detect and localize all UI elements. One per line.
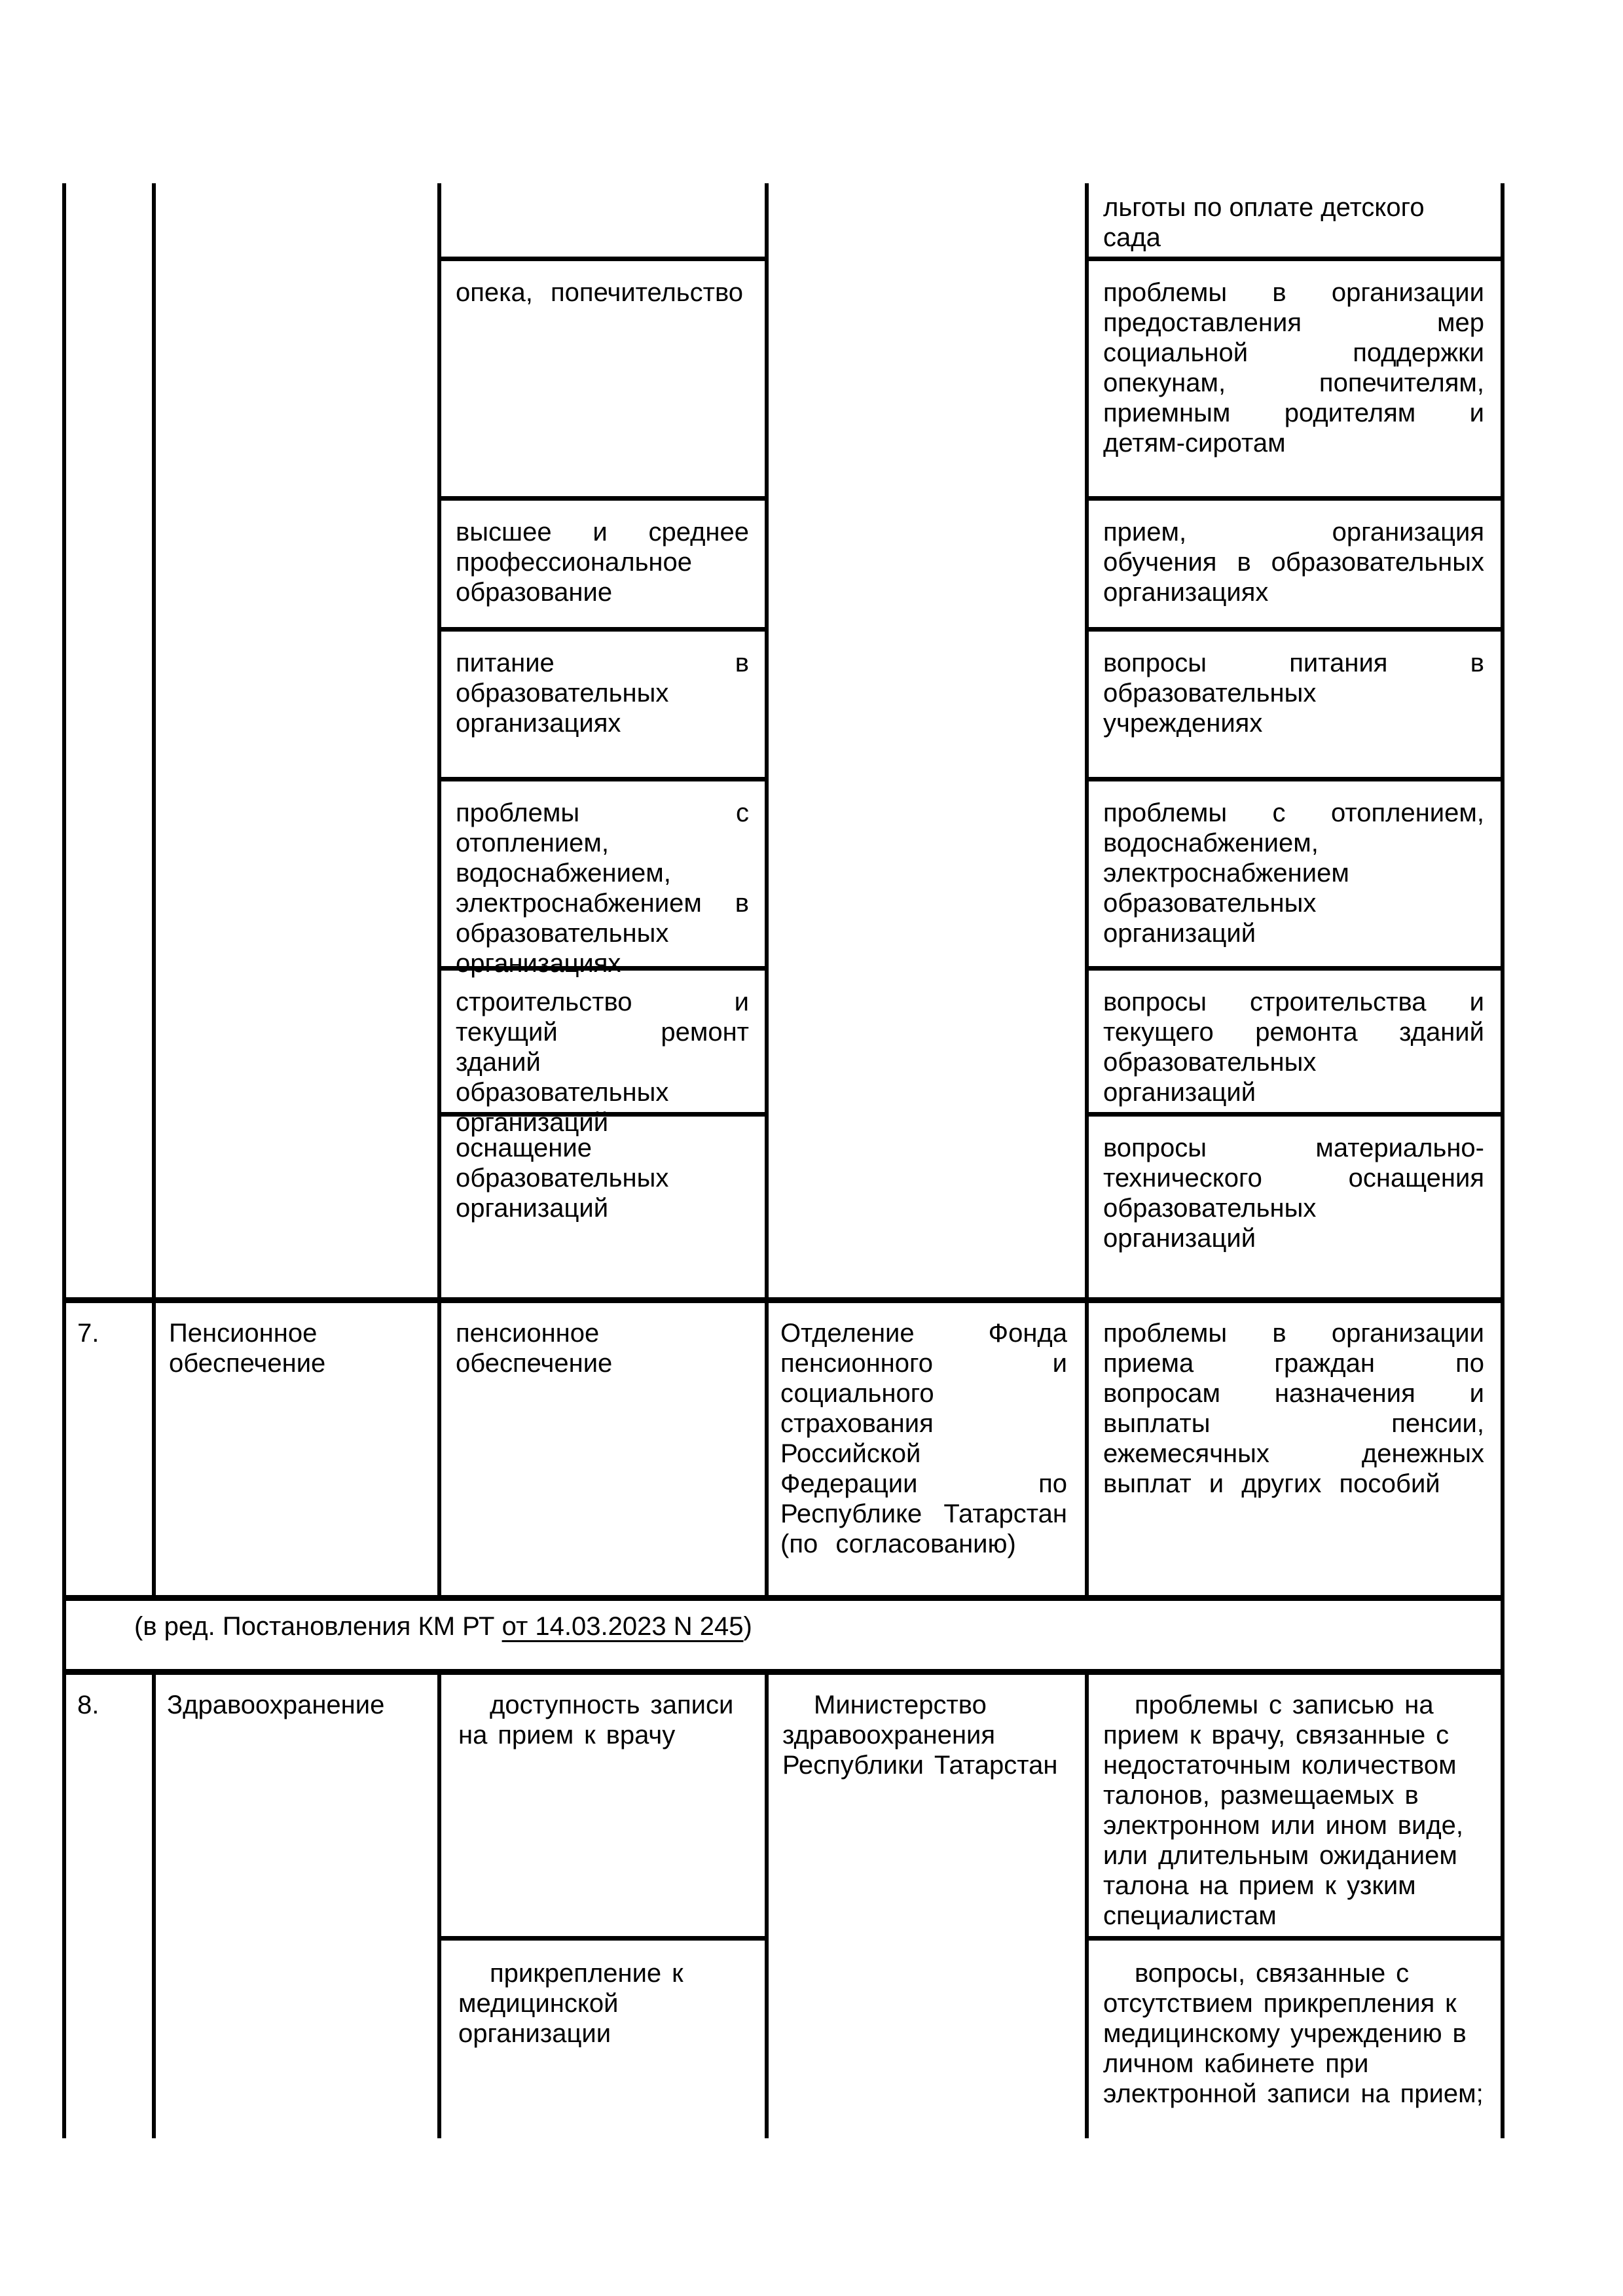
table-border-col1-upper xyxy=(152,183,156,1597)
issue-cell: вопросы строительства и текущего ремонта зданий образовательных организаций xyxy=(1103,988,1484,1107)
row-divider xyxy=(1085,257,1504,261)
amendment-note xyxy=(134,1611,1476,1641)
issue-cell: проблемы с отоплением, водоснабжением, электроснабжением образовательных организаций xyxy=(1103,798,1484,948)
topic-cell: оснащение образовательных организаций xyxy=(456,1134,669,1223)
topic-cell: строительство и текущий ремонт зданий образовательных организаций xyxy=(456,988,749,1137)
section-border-row7-top xyxy=(62,1297,1504,1303)
amendment-text-after: ) xyxy=(743,1612,752,1641)
issue-cell: вопросы материально-технического оснащения образовательных организаций xyxy=(1103,1134,1484,1253)
topic-cell: доступность записи на прием к врачу xyxy=(458,1691,734,1749)
row-divider xyxy=(1085,777,1504,781)
authority-cell: Министерство здравоохранения Республики Татарстан xyxy=(782,1691,1058,1780)
issue-cell: проблемы с записью на прием к врачу, связанные с недостаточным количеством талонов, размещаемых в электронном или ином виде, или длительным ожиданием талона на прием к узким специалистам xyxy=(1103,1691,1464,1930)
table-border-col2-lower xyxy=(437,1669,441,2138)
table-border-col4-lower xyxy=(1085,1669,1089,2138)
row-divider xyxy=(1085,496,1504,501)
row-number: 8. xyxy=(77,1691,100,1719)
topic-cell: пенсионное обеспечение xyxy=(456,1319,613,1378)
row-divider xyxy=(437,496,769,501)
row-divider xyxy=(437,777,769,781)
topic-cell: опека, попечительство xyxy=(456,278,744,307)
table-border-col1-lower xyxy=(152,1669,156,2138)
category-cell: Здравоохранение xyxy=(167,1691,385,1719)
issue-cell: проблемы в организации предоставления мер социальной поддержки опекунам, попечителям, приемным родителям и детям-сиротам xyxy=(1103,278,1484,457)
issue-cell: проблемы в организации приема граждан по вопросам назначения и выплаты пенсии, ежемесячных денежных выплат и других пособий xyxy=(1103,1319,1484,1498)
section-border-row7-bottom xyxy=(62,1595,1504,1601)
table-border-col2-upper xyxy=(437,183,441,1597)
table-border-col3-upper xyxy=(765,183,769,1597)
amendment-text-before: (в ред. Постановления КМ РТ xyxy=(134,1612,502,1641)
issue-cell: вопросы, связанные с отсутствием прикрепления к медицинскому учреждению в личном кабинете при электронной записи на прием; xyxy=(1103,1959,1484,2108)
row-divider xyxy=(1085,1936,1504,1941)
category-cell: Пенсионное обеспечение xyxy=(169,1319,326,1378)
topic-cell: питание в образовательных организациях xyxy=(456,649,749,738)
row-divider xyxy=(1085,1112,1504,1117)
table-border-left xyxy=(62,183,66,2138)
section-border-row8-top xyxy=(62,1669,1504,1675)
table-border-col3-lower xyxy=(765,1669,769,2138)
row-number: 7. xyxy=(77,1319,100,1348)
row-divider xyxy=(1085,966,1504,971)
topic-cell: прикрепление к медицинской организации xyxy=(458,1959,684,2048)
issue-cell: вопросы питания в образовательных учреждениях xyxy=(1103,649,1484,738)
row-divider xyxy=(437,257,769,261)
row-divider xyxy=(437,1936,769,1941)
authority-cell: Отделение Фонда пенсионного и социального страхования Российской Федерации по Республике Татарстан (по согласованию) xyxy=(780,1319,1067,1558)
table-border-right xyxy=(1501,183,1504,2138)
issue-cell-continued: льготы по оплате детского сада xyxy=(1103,193,1425,252)
issue-cell: прием, организация обучения в образовательных организациях xyxy=(1103,518,1484,607)
topic-cell: проблемы с отоплением, водоснабжением, электроснабжением в образовательных организациях xyxy=(456,798,749,978)
amendment-date-link[interactable]: от 14.03.2023 N 245 xyxy=(501,1612,744,1641)
table-border-col4-upper xyxy=(1085,183,1089,1597)
row-divider xyxy=(437,627,769,632)
row-divider xyxy=(1085,627,1504,632)
topic-cell: высшее и среднее профессиональное образование xyxy=(456,518,749,607)
